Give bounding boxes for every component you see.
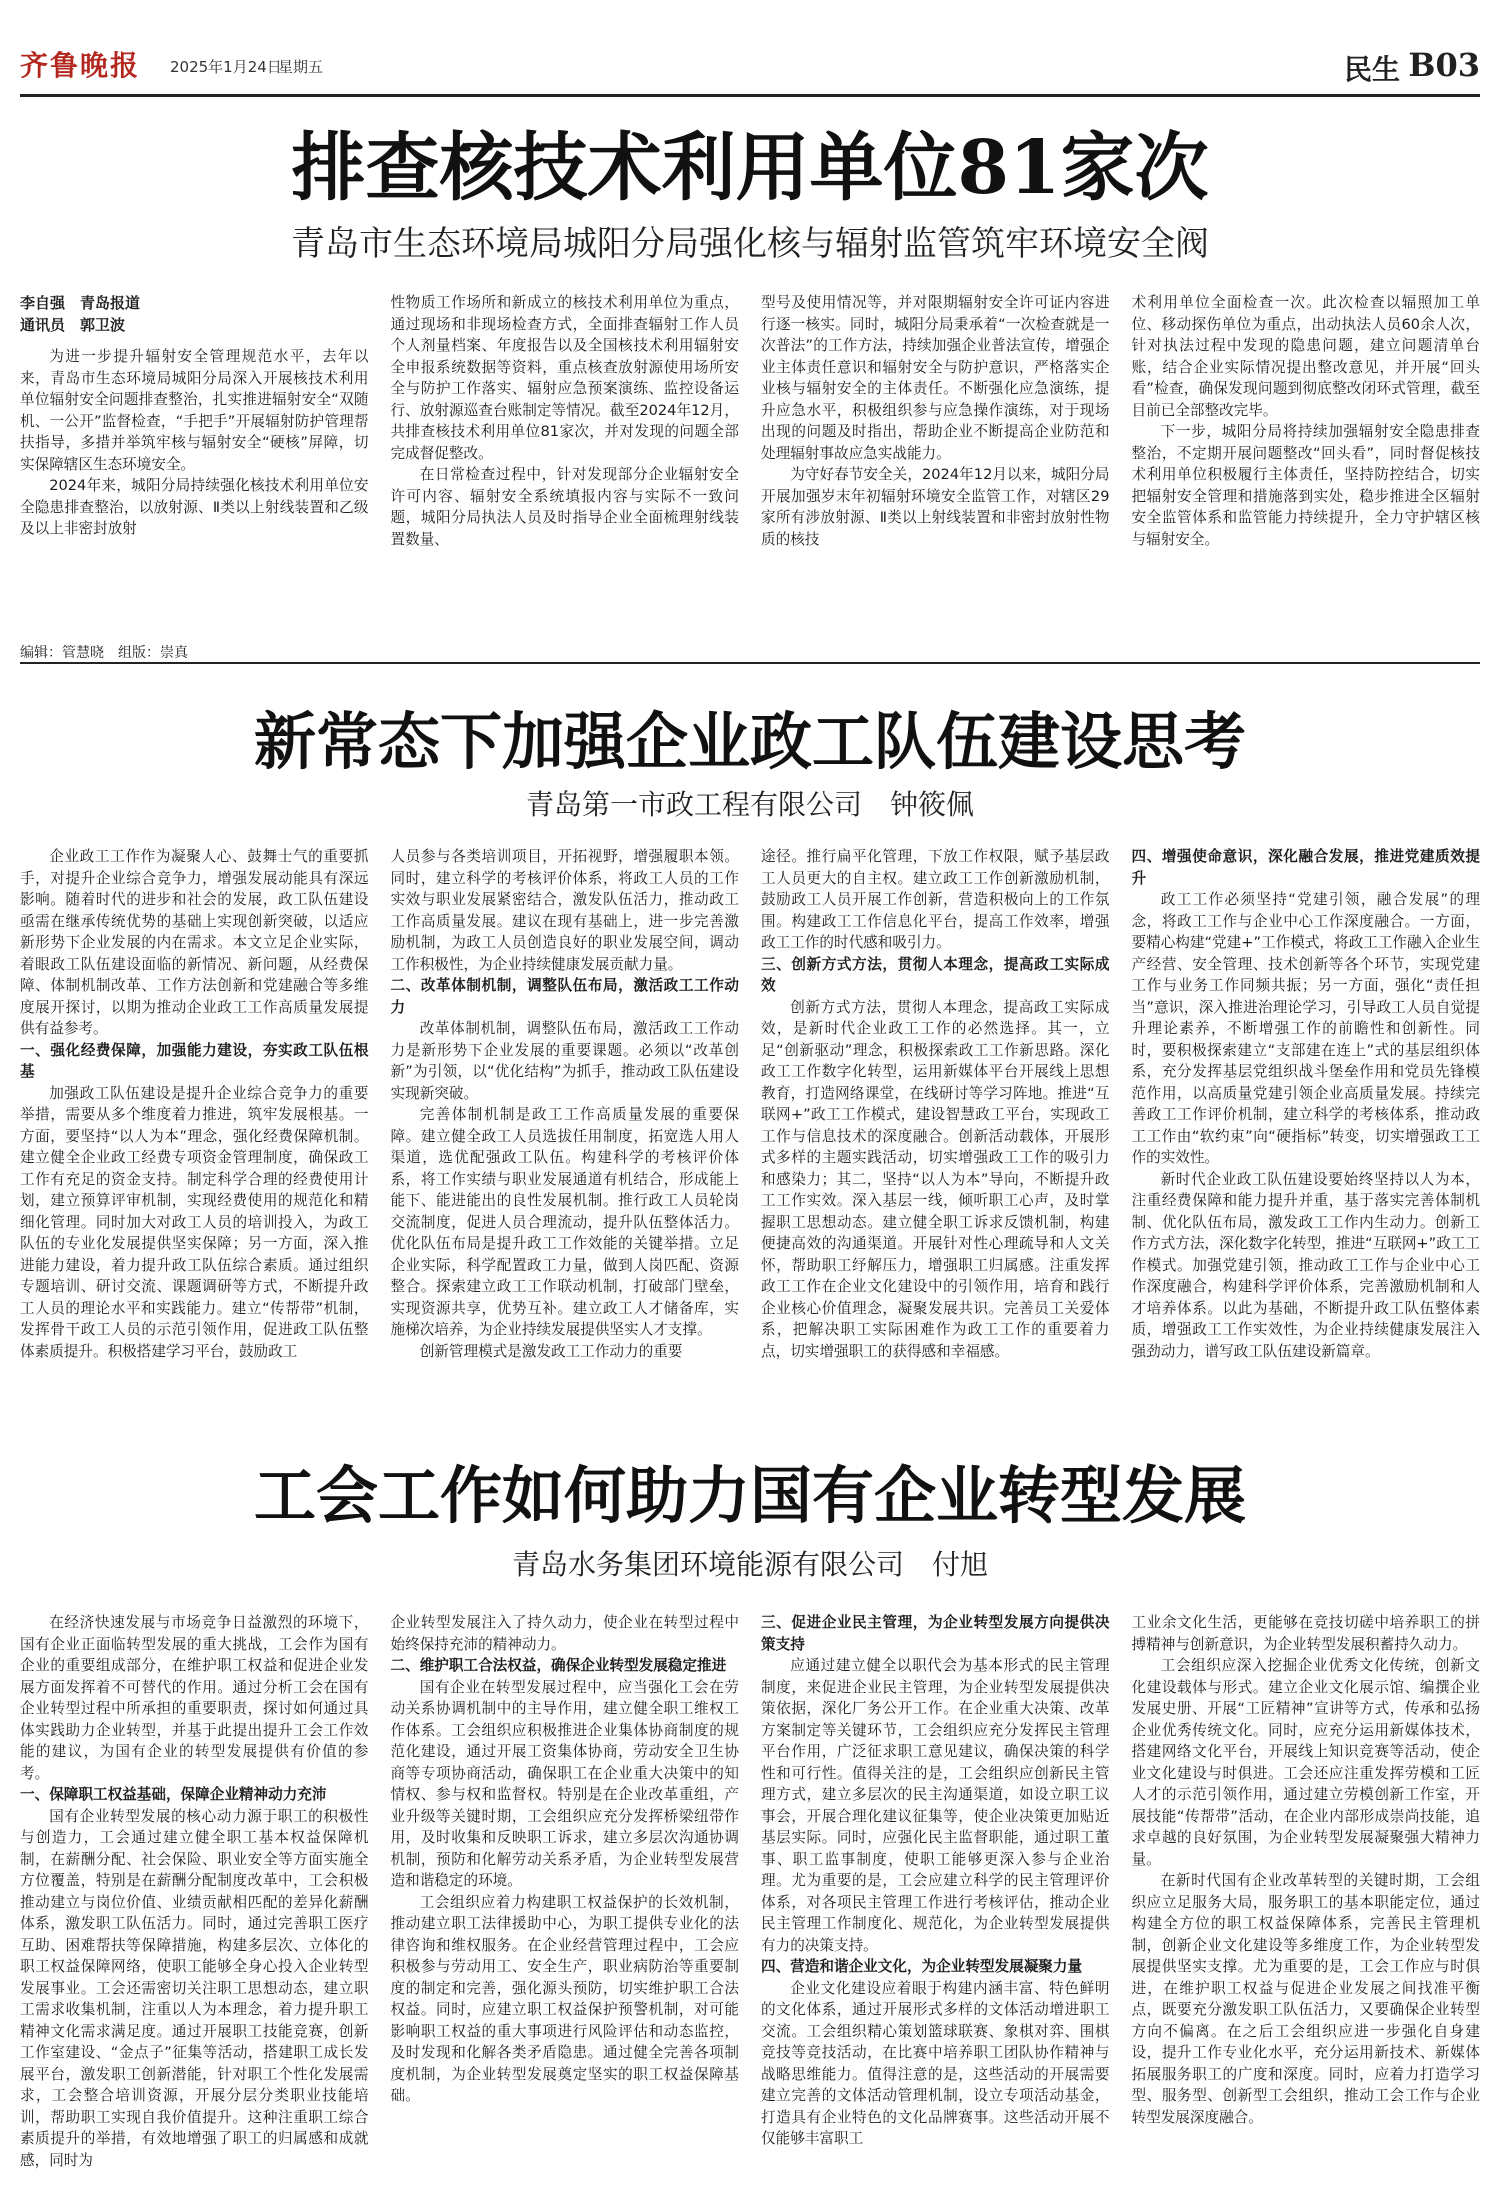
paragraph: 国有企业在转型发展过程中，应当强化工会在劳动关系协调机制中的主导作用，建立健全职工维权工作体系。工会组织应积极推进企业集体协商制度的规范化建设，通过开展工资集体协商，劳动安全卫生协商等专项协商活动，确保职工在企业重大决策中的知情权、参与权和监督权。特别是在企业改革重组，产业升级等关键时期，工会组织应充分发挥桥梁纽带作用，及时收集和反映职工诉求，建立多层次沟通协调机制，预防和化解劳动关系矛盾，为企业转型发展营造和谐稳定的环境。 [390,1678,739,1889]
article3-body [20,1612,1480,2192]
editor-credit: 编辑：管慧晓 组版：崇真 [20,645,188,661]
section-heading: 四、营造和谐企业文化，为企业转型发展凝聚力量 [761,1958,1083,1975]
paragraph: 政工工作必须坚持“党建引领，融合发展”的理念，将政工工作与企业中心工作深度融合。一方面，要精心构建“党建+”工作模式，将政工工作融入企业生产经营、安全管理、技术创新等各个环节，实现党建工作与业务工作同频共振；另一方面，强化“责任担当”意识，深入推进治理论学习，引导政工人员自觉提升理论素养，不断增强工作的前瞻性和创新性。同时，要积极探索建立“支部建在连上”式的基层组织体系，充分发挥基层党组织战斗堡垒作用和党员先锋模范作用，以高质量党建引领企业高质量发展。持续完善政工工作评价机制，建立科学的考核体系，推动政工工作由“软约束”向“硬指标”转变，切实增强政工工作的实效性。 [1131,891,1480,1166]
byline-reporter: 李自强 青岛报道 [20,294,141,312]
paragraph: 完善体制机制是政工工作高质量发展的重要保障。建立健全政工人员选拔任用制度，拓宽选人用人渠道，选优配强政工队伍。构建科学的考核评价体系，将工作实绩与职业发展通道有机结合，形成能上能下、能进能出的良性发展机制。推行政工人员轮岗交流制度，促进人员合理流动，提升队伍整体活力。优化队伍布局是提升政工工作效能的关键举措。立足企业实际，科学配置政工力量，做到人岗匹配、资源整合。探索建立政工工作联动机制，打破部门壁垒，实现资源共享，优势互补。建立政工人才储备库，实施梯次培养，为企业持续发展提供坚实人才支撑。 [390,1106,739,1338]
masthead [20,44,1480,92]
section-heading: 三、促进企业民主管理，为企业转型发展方向提供决策支持 [761,1614,1110,1653]
article2-column [391,846,740,1411]
section-heading: 一、强化经费保障，加强能力建设，夯实政工队伍根基 [20,1041,369,1080]
article3-column [761,1612,1110,2192]
paragraph: 工业余文化生活，更能够在竞技切磋中培养职工的拼搏精神与创新意识，为企业转型发展积蓄持久动力。 [1131,1614,1480,1653]
byline-correspondent: 通讯员 郭卫波 [20,316,126,334]
issue-weekday: 星期五 [278,58,324,76]
article1-column [1132,292,1481,622]
issue-date: 2025年1月24日 [170,58,282,76]
article2-column [1132,846,1481,1411]
paragraph: 创新管理模式是激发政工工作动力的重要 [419,1342,683,1360]
article2-column [761,846,1110,1411]
section-name: 民生 [1343,53,1400,86]
newspaper-logo: 齐鲁晚报 [20,49,141,82]
paragraph: 为守好春节安全关，2024年12月以来，城阳分局开展加强岁末年初辐射环境安全监管工作，对辖区29家所有涉放射源、Ⅱ类以上射线装置和非密封放射性物质的核技 [761,466,1110,548]
article3-column [20,1612,369,2192]
paragraph: 企业转型发展注入了持久动力，使企业在转型过程中始终保持充沛的精神动力。 [390,1614,739,1653]
article1-body [20,292,1480,622]
masthead-rule [20,94,1480,97]
paragraph: 性物质工作场所和新成立的核技术利用单位为重点，通过现场和非现场检查方式，全面排查辐射工作人员个人剂量档案、年度报告以及全国核技术利用辐射安全申报系统数据等资料，重点核查放射源使用场所安全与防护工作落实、辐射应急预案演练、监控设备运行、放射源巡查台账制定等情况。截至2024年12月，共排查核技术利用单位81家次，并对发现的问题全部完成督促整改。 [390,294,739,462]
article3-headline: 工会工作如何助力国有企业转型发展 [253,1459,1246,1532]
article2-subheadline: 青岛第一市政工程有限公司 钟筱佩 [525,788,974,821]
article1-column [761,292,1110,622]
section-heading: 一、保障职工权益基础，保障企业精神动力充沛 [20,1786,327,1803]
section-heading: 二、维护职工合法权益，确保企业转型发展稳定推进 [390,1657,727,1674]
paragraph: 人员参与各类培训项目，开拓视野，增强履职本领。同时，建立科学的考核评价体系，将政工人员的工作实效与职业发展紧密结合，激发队伍活力，推动政工工作高质量发展。建议在现有基础上，进一步完善激励机制，为政工人员创造良好的职业发展空间，调动工作积极性，为企业持续健康发展贡献力量。 [390,848,739,973]
paragraph: 国有企业转型发展的核心动力源于职工的积极性与创造力，工会通过建立健全职工基本权益保障机制，在薪酬分配、社会保险、职业安全等方面实施全方位覆盖，特别是在薪酬分配制度改革中，工会积极推动建立与岗位价值、业绩贡献相匹配的差异化薪酬体系，激发职工队伍活力。同时，通过完善职工医疗互助、困难帮扶等保障措施，构建多层次、立体化的职工权益保障网络，使职工能够全身心投入企业转型发展事业。工会还需密切关注职工思想动态，建立职工需求收集机制，注重以人为本理念，着力提升职工精神文化需求满足度。通过开展职工技能竞赛，创新工作室建设、“金点子”征集等活动，搭建职工成长发展平台，激发职工创新潜能，针对职工个性化发展需求，工会整合培训资源，开展分层分类职业技能培训，帮助职工实现自我价值提升。这种注重职工综合素质提升的举措，有效地增强了职工的归属感和成就感，同时为 [20,1807,369,2169]
article1-column [20,292,369,622]
paragraph: 在日常检查过程中，针对发现部分企业辐射安全许可内容、辐射安全系统填报内容与实际不一致问题，城阳分局执法人员及时指导企业全面梳理射线装置数量、 [390,466,739,548]
article3-column [1132,1612,1481,2192]
article2-headline: 新常态下加强企业政工队伍建设思考 [253,705,1246,778]
paragraph: 下一步，城阳分局将持续加强辐射安全隐患排查整治，不定期开展问题整改“回头看”，同时督促核技术利用单位积极履行主体责任，坚持防控结合，切实把辐射安全管理和措施落到实处，稳步推进全区辐射安全监管体系和监管能力持续提升，全力守护辖区核与辐射安全。 [1131,423,1480,548]
article3-subheadline: 青岛水务集团环境能源有限公司 付旭 [511,1548,988,1581]
paragraph: 工会组织应着力构建职工权益保护的长效机制，推动建立职工法律援助中心，为职工提供专业化的法律咨询和维权服务。在企业经营管理过程中，工会应积极参与劳动用工、安全生产，职业病防治等重要制度的制定和完善，强化源头预防，切实维护职工合法权益。同时，应建立职工权益保护预警机制，对可能影响职工权益的重大事项进行风险评估和动态监控，及时发现和化解各类矛盾隐患。通过健全完善各项制度机制，为企业转型发展奠定坚实的职工权益保障基础。 [390,1893,739,2104]
paragraph: 加强政工队伍建设是提升企业综合竞争力的重要举措，需要从多个维度着力推进，筑牢发展根基。一方面，要坚持“以人为本”理念，强化经费保障机制。建立健全企业政工经费专项资金管理制度，确保政工工作有充足的资金支持。制定科学合理的经费使用计划，建立预算评审机制，实现经费使用的规范化和精细化管理。同时加大对政工人员的培训投入，为政工队伍的专业化发展提供坚实保障；另一方面，深入推进能力建设，着力提升政工队伍综合素质。通过组织专题培训、研讨交流、课题调研等方式，不断提升政工人员的理论水平和实践能力。建立“传帮带”机制，发挥骨干政工人员的示范引领作用，促进政工队伍整体素质提升。积极搭建学习平台，鼓励政工 [20,1084,369,1360]
article1-headline: 排查核技术利用单位81家次 [291,125,1209,211]
paragraph: 创新方式方法，贯彻人本理念，提高政工实际成效，是新时代企业政工工作的必然选择。其一，立足“创新驱动”理念，积极探索政工工作新思路。深化政工工作数字化转型，运用新媒体平台开展线上思想教育，打造网络课堂，在线研讨等学习阵地。推进“互联网+”政工工作模式，建设智慧政工平台，实现政工工作与信息技术的深度融合。创新活动载体，开展形式多样的主题实践活动，切实增强政工工作的吸引力和感染力；其二，坚持“以人为本”导向，不断提升政工工作实效。深入基层一线，倾听职工心声，及时掌握职工思想动态。建立健全职工诉求反馈机制，构建便捷高效的沟通渠道。开展针对性心理疏导和人文关怀，帮助职工纾解压力，增强职工归属感。注重发挥政工工作在企业文化建设中的引领作用，培育和践行企业核心价值理念，凝聚发展共识。完善员工关爱体系，把解决职工实际困难作为政工工作的重要着力点，切实增强职工的获得感和幸福感。 [761,998,1110,1360]
paragraph: 企业文化建设应着眼于构建内涵丰富、特色鲜明的文化体系，通过开展形式多样的文体活动增进职工交流。工会组织精心策划篮球联赛、象棋对弈、围棋竞技等竞技活动，在比赛中培养职工团队协作精神与战略思维能力。值得注意的是，这些活动的开展需要建立完善的文体活动管理机制，设立专项活动基金，打造具有企业特色的文化品牌赛事。这些活动开展不仅能够丰富职工 [761,1979,1110,2147]
article3-column [391,1612,740,2192]
article1-subheadline: 青岛市生态环境局城阳分局强化核与辐射监管筑牢环境安全阀 [291,224,1209,264]
paragraph: 在新时代国有企业改革转型的关键时期，工会组织应立足服务大局，服务职工的基本职能定位，通过构建全方位的职工权益保障体系，完善民主管理机制，创新企业文化建设等多维度工作，为企业转型发展提供坚实支撑。尤为重要的是，工会工作应与时俱进，在维护职工权益与促进企业发展之间找准平衡点，既要充分激发职工队伍活力，又要确保企业转型方向不偏离。在之后工会组织应进一步强化自身建设，提升工作专业化水平，充分运用新技术、新媒体拓展服务职工的广度和深度。同时，应着力打造学习型、服务型、创新型工会组织，推动工会工作与企业转型发展深度融合。 [1131,1872,1480,2126]
section-divider [20,662,1480,664]
paragraph: 在经济快速发展与市场竞争日益激烈的环境下，国有企业正面临转型发展的重大挑战，工会作为国有企业的重要组成部分，在维护职工权益和促进企业发展方面发挥着不可替代的作用。通过分析工会在国有企业转型过程中所承担的重要职责，探讨如何通过具体实践助力企业转型，并基于此提出提升工会工作效能的建议，为国有企业的转型发展提供有价值的参考。 [20,1614,369,1782]
section-heading: 四、增强使命意识，深化融合发展，推进党建质效提升 [1131,848,1480,887]
paragraph: 2024年来，城阳分局持续强化核技术利用单位安全隐患排查整治，以放射源、Ⅱ类以上射线装置和乙级及以上非密封放射 [20,477,369,537]
article1-column [391,292,740,622]
paragraph: 术利用单位全面检查一次。此次检查以辐照加工单位、移动探伤单位为重点，出动执法人员60余人次，针对执法过程中发现的隐患问题，建立问题清单台账，结合企业实际情况提出整改意见，并开展“回头看”检查，确保发现问题到彻底整改闭环式管理，截至目前已全部整改完毕。 [1131,294,1480,419]
paragraph: 工会组织应深入挖掘企业优秀文化传统，创新文化建设载体与形式。建立企业文化展示馆、编撰企业发展史册、开展“工匠精神”宣讲等方式，传承和弘扬企业优秀传统文化。同时，应充分运用新媒体技术，搭建网络文化平台，开展线上知识竞赛等活动，使企业文化建设与时俱进。工会还应注重发挥劳模和工匠人才的示范引领作用，通过建立劳模创新工作室，开展技能“传帮带”活动，在企业内部形成崇尚技能，追求卓越的良好氛围，为企业转型发展凝聚强大精神力量。 [1131,1657,1480,1868]
paragraph: 为进一步提升辐射安全管理规范水平，去年以来，青岛市生态环境局城阳分局深入开展核技术利用单位辐射安全问题排查整治，扎实推进辐射安全“双随机、一公开”监督检查，“手把手”开展辐射防护管理帮扶指导，多措并举筑牢核与辐射安全“硬核”屏障，切实保障辖区生态环境安全。 [20,348,369,473]
section-heading: 二、改革体制机制，调整队伍布局，激活政工工作动力 [390,977,739,1016]
paragraph: 途径。推行扁平化管理，下放工作权限，赋予基层政工人员更大的自主权。建立政工工作创新激励机制，鼓励政工人员开展工作创新，营造积极向上的工作氛围。构建政工工作信息化平台，提高工作效率，增强政工工作的时代感和吸引力。 [761,848,1110,951]
paragraph: 型号及使用情况等，并对限期辐射安全许可证内容进行逐一核实。同时，城阳分局秉承着“一次检查就是一次普法”的工作方法，持续加强企业普法宣传，增强企业主体责任意识和辐射安全与防护意识，严格落实企业核与辐射安全的主体责任。不断强化应急演练，提升应急水平，积极组织参与应急操作演练，对于现场出现的问题及时指出，帮助企业不断提高企业防范和处理辐射事故应急实战能力。 [761,294,1110,462]
article2-column [20,846,369,1411]
paragraph: 应通过建立健全以职代会为基本形式的民主管理制度，来促进企业民主管理，为企业转型发展提供决策依据，深化厂务公开工作。在企业重大决策、改革方案制定等关键环节，工会组织应充分发挥民主管理平台作用，广泛征求职工意见建议，确保决策的科学性和可行性。值得关注的是，工会组织应创新民主管理方式，建立多层次的民主沟通渠道，如设立职工议事会，开展合理化建议征集等，使企业决策更加贴近基层实际。同时，应强化民主监督职能，通过职工董事、职工监事制度，使职工能够更深入参与企业治理。尤为重要的是，工会应建立科学的民主管理评价体系，对各项民主管理工作进行考核评估，推动企业民主管理工作制度化、规范化，为企业转型发展提供有力的决策支持。 [761,1657,1110,1954]
article2-body [20,846,1480,1411]
page-number: B03 [1408,46,1480,84]
section-heading: 三、创新方式方法，贯彻人本理念，提高政工实际成效 [761,955,1110,994]
paragraph: 新时代企业政工队伍建设要始终坚持以人为本，注重经费保障和能力提升并重，基于落实完善体制机制、优化队伍布局，激发政工工作内生动力。创新工作方式方法，深化数字化转型，推进“互联网+”政工工作模式。加强党建引领，推动政工工作与企业中心工作深度融合，构建科学评价体系，完善激励机制和人才培养体系。以此为基础，不断提升政工队伍整体素质，增强政工工作实效性，为企业持续健康发展注入强劲动力，谱写政工队伍建设新篇章。 [1131,1170,1480,1360]
paragraph: 企业政工工作作为凝聚人心、鼓舞士气的重要抓手，对提升企业综合竞争力，增强发展动能具有深远影响。随着时代的进步和社会的发展，政工队伍建设亟需在继承传统优势的基础上实现创新突破，以适应新形势下企业发展的内在需求。本文立足企业实际，着眼政工队伍建设面临的新情况、新问题，从经费保障、体制机制改革、工作方法创新和党建融合等多维度展开探讨，以期为推动企业政工工作高质量发展提供有益参考。 [20,848,369,1037]
paragraph: 改革体制机制，调整队伍布局，激活政工工作动力是新形势下企业发展的重要课题。必须以“改革创新”为引领，以“优化结构”为抓手，推动政工队伍建设实现新突破。 [390,1020,739,1102]
